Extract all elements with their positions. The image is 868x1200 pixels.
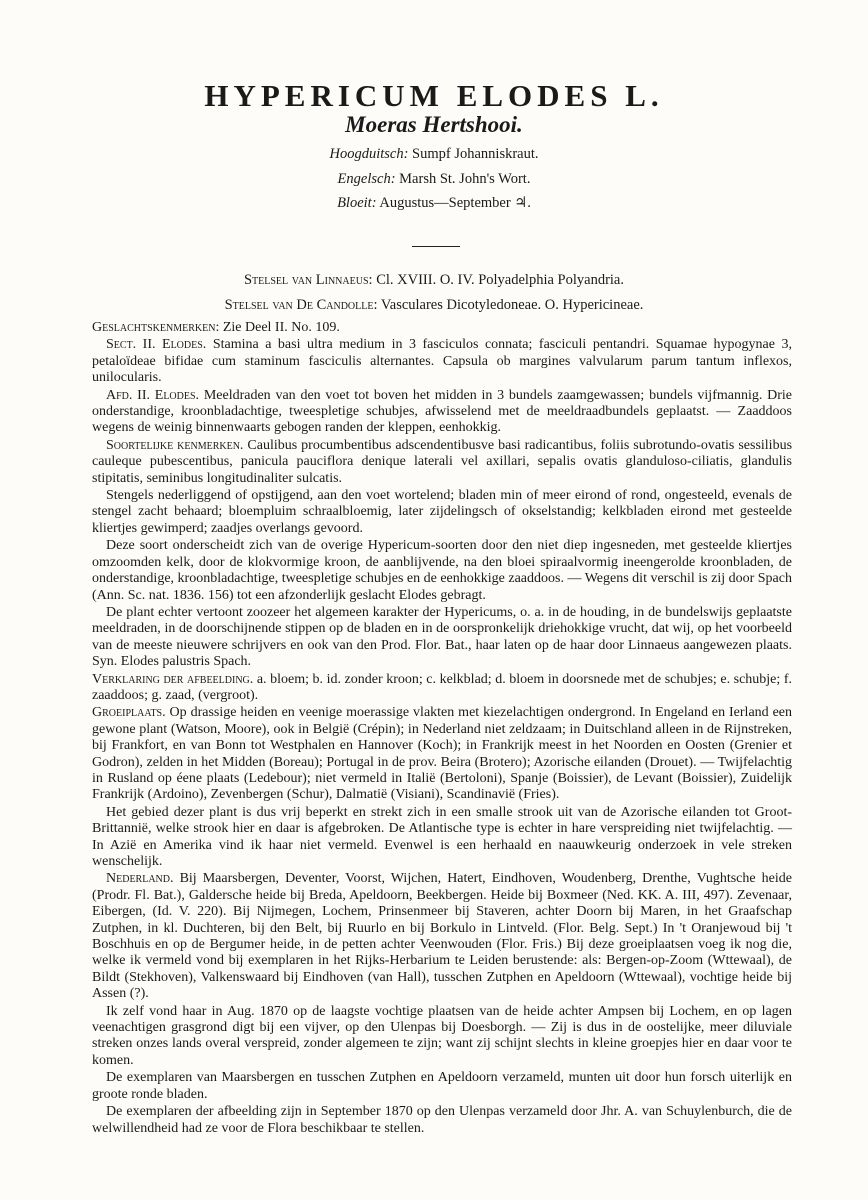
german-name-label: Hoogduitsch: (329, 146, 409, 162)
afbeelding-paragraph: De exemplaren der afbeelding zijn in September 1870 op den Ulenpas verzameld door Jhr. A. van Schuylenburch, die de welwillendheid had ze voor de Flora beschikbaar te stellen. (92, 1104, 792, 1136)
gebied-paragraph: Het gebied dezer plant is dus vrij beperkt en strekt zich in een smalle strook uit van de Azorische eilanden tot Groot-Brittannië, welke strook hier en daar is afgebroken. De Atlantische type is echter in hare verspreiding niet twijfelachtig. — In Azië en Amerika vind ik haar niet vermeld. Evenwel is een herhaald en naauwkeurig onderzoek in vele streken wenschelijk. (92, 804, 792, 869)
ik-zelf-paragraph: Ik zelf vond haar in Aug. 1870 op de laagste vochtige plaatsen van de heide achter Ampsen bij Lochem, en op lagen veenachtigen grasgrond digt bij een vijver, op den Ulenpas bij Doesborgh. — Zij is dus in de oostelijke, meer diluviale streken onzes lands overal verspreid, zonder algemeen te zijn; want zij schijnt slechts in kleine groepjes hier en daar voor te komen. (92, 1003, 792, 1068)
page-subtitle: Moeras Hertshooi. (345, 112, 523, 137)
stelsel-linnaeus-value: Cl. XVIII. O. IV. Polyadelphia Polyandria. (376, 272, 624, 288)
verklaring-paragraph (92, 672, 792, 705)
verklaring-text: a. bloem; b. id. zonder kroon; c. kelkblad; d. bloem in doorsnede met de schubjes; e. schubje; f. zaaddoos; g. zaad, (vergroot). (92, 671, 793, 703)
nederland-label: Nederland. (106, 871, 174, 887)
english-name-value: Marsh St. John's Wort. (399, 171, 531, 187)
sect-label: Sect. II. Elodes. (106, 337, 207, 353)
german-name-value: Sumpf Johanniskraut. (412, 146, 539, 162)
stelsel-linnaeus (0, 272, 868, 289)
soort-paragraph (92, 438, 792, 487)
bloom-label: Bloeit: (337, 195, 377, 211)
deze-soort-paragraph: Deze soort onderscheidt zich van de overige Hypericum-soorten door den niet diep ingesneden, met gesteelde kliertjes omzoomden kelk, door de klokvormige kroon, de aanblijvende, na den bloei spiraalvormig ineengerolde kroonbladen, de onderstandige, kroonbladachtige, tweespletige schubjes en de eenhokkige zaaddoos. — Wegens dit verschil is zij door Spach (Ann. Sc. nat. 1836. 156) tot een afzonderlijk geslacht Elodes gebragt. (92, 538, 792, 603)
body-text (92, 320, 792, 1138)
stelsel-decandolle-value: Vasculares Dicotyledoneae. O. Hypericineae. (380, 297, 644, 313)
groeiplaats-text: Op drassige heiden en veenige moerassige vlakten met kiezelachtigen ondergrond. In Engeland en Ierland een gewone plant (Watson, Moore), ook in België (Crépin); in Nederland niet zeldzaam; in Duitschland alleen in de Rijnstreken, bij Frankfort, en van Bonn tot Westphalen en Hannover (Koch); in Frankrijk meest in het Noorden en Oosten (Grenier et Godron), zelden in het Midden (Boreau); Portugal in de prov. Beira (Brotero); Azorische eilanden (Drouet). — Twijfelachtig in Rusland op éene plaats (Ledebour); niet vermeld in Italië (Bertoloni), Spanje (Boissier), de Levant (Boissier), Zuidelijk Frankrijk (Ardoino), Zevenbergen (Schur), Dalmatië (Visiani), Scandinavië (Fries). (92, 705, 793, 803)
stelsel-decandolle (0, 297, 868, 314)
geslacht-paragraph (92, 320, 792, 336)
nederland-paragraph (92, 871, 792, 1002)
exemplaren-paragraph: De exemplaren van Maarsbergen en tusschen Zutphen en Apeldoorn verzameld, munten uit door hun forsch uiterlijk en groote ronde bladen. (92, 1070, 792, 1102)
groeiplaats-paragraph (92, 705, 792, 803)
german-name-row (0, 146, 868, 163)
stelsel-decandolle-label: Stelsel van De Candolle: (224, 297, 378, 313)
afd-label: Afd. II. Elodes. (106, 387, 200, 403)
nederland-text: Bij Maarsbergen, Deventer, Voorst, Wijchen, Hatert, Eindhoven, Woudenberg, Drenthe, Vughtsche heide (Prodr. Fl. Bat.), Galdersche heide bij Breda, Apeldoorn, Beekbergen. Heide bij Boxmeer (Ned. KK. A. III, 497). Zevenaar, Eibergen, (Id. V. 220). Bij Nijmegen, Lochem, Prinsenmeer bij Staveren, achter Doorn bij Maren, in het Graafschap Zutphen, in kl. Duchteren, bij den Belt, bij Ruurlo en bij Borkulo in Lintveld. (Flor. Belg. Sept.) In 't Oranjewoud bij 't Boschhuis en op de Bergumer heide, in de petten achter Veenwouden (Flor. Fris.) Bij deze groeiplaatsen voeg ik nog die, welke ik vermeld vond bij exemplaren in het Rijks-Herbarium te Leiden berustende: als: Bergen-op-Zoom (Wttewaal), de Bildt (Stekhoven), Valkenswaard bij Eindhoven (van Hall), tusschen Zutphen en Apeldoorn (Wttewaal), vochtige heide bij Assen (?). (92, 871, 792, 1002)
bloom-row (0, 195, 868, 212)
groeiplaats-label: Groeiplaats. (92, 705, 166, 721)
stengels-paragraph: Stengels nederliggend of opstijgend, aan den voet wortelend; bladen min of meer eirond of rond, ongesteeld, evenals de stengel zacht behaard; bloempluim schraalbloemig, later zijdelingsch of okselstandig; kelkbladen eirond met gesteelde kliertjes gewimperd; zaadjes overlangs gevoord. (92, 488, 792, 536)
soort-text: Caulibus procumbentibus adscendentibusve basi radicantibus, foliis subrotundo-ovatis sessilibus cauleque pubescentibus, panicula pauciflora denique laterali vel axillari, sepalis ovatis glanduloso-ciliatis, glandulis stipitatis, seminibus longitudinaliter sulcatis. (92, 437, 793, 486)
sect-paragraph (92, 337, 792, 386)
bloom-value: Augustus—September ♃. (379, 195, 531, 211)
geslacht-value: Zie Deel II. No. 109. (222, 320, 340, 335)
verklaring-label: Verklaring der afbeelding. (92, 671, 254, 687)
de-plant-paragraph: De plant echter vertoont zoozeer het algemeen karakter der Hypericums, o. a. in de houding, in de bundelswijs geplaatste meeldraden, in de doorschijnende stippen op de bladen en in de oorspronkelijk driehokkige vrucht, dat wij, op het voorbeeld van de meeste nieuwere schrijvers en ook van den Prod. Flor. Bat., haar laten op de haar door Linnaeus aangewezen plaats. Syn. Elodes palustris Spach. (92, 604, 792, 670)
page-title: HYPERICUM ELODES L. (204, 78, 664, 113)
afd-paragraph (92, 388, 792, 437)
geslacht-label: Geslachtskenmerken: (92, 320, 220, 335)
soort-label: Soortelijke kenmerken. (106, 437, 244, 453)
english-name-row (0, 171, 868, 188)
afd-text: Meeldraden van den voet tot boven het midden in 3 bundels zaamgewassen; bundels vijfmannig. Drie onderstandige, kroonbladachtige, tweespletige schubjes, afwisselend met de meeldraadbundels geplaatst. — Zaaddoos wegens de weinig binnenwaarts gebogen randen der kleppen, eenhokkig. (92, 387, 792, 436)
english-name-label: Engelsch: (337, 171, 396, 187)
divider-rule (412, 246, 460, 247)
sect-text: Stamina a basi ultra medium in 3 fasciculos connata; fasciculi pentandri. Squamae hypogynae 3, petaloïdeae bifidae cum staminum fasciculis alternantes. Capsula ob margines valvularum parum tantum inflexos, unilocularis. (92, 337, 792, 386)
stelsel-linnaeus-label: Stelsel van Linnaeus: (243, 272, 373, 288)
